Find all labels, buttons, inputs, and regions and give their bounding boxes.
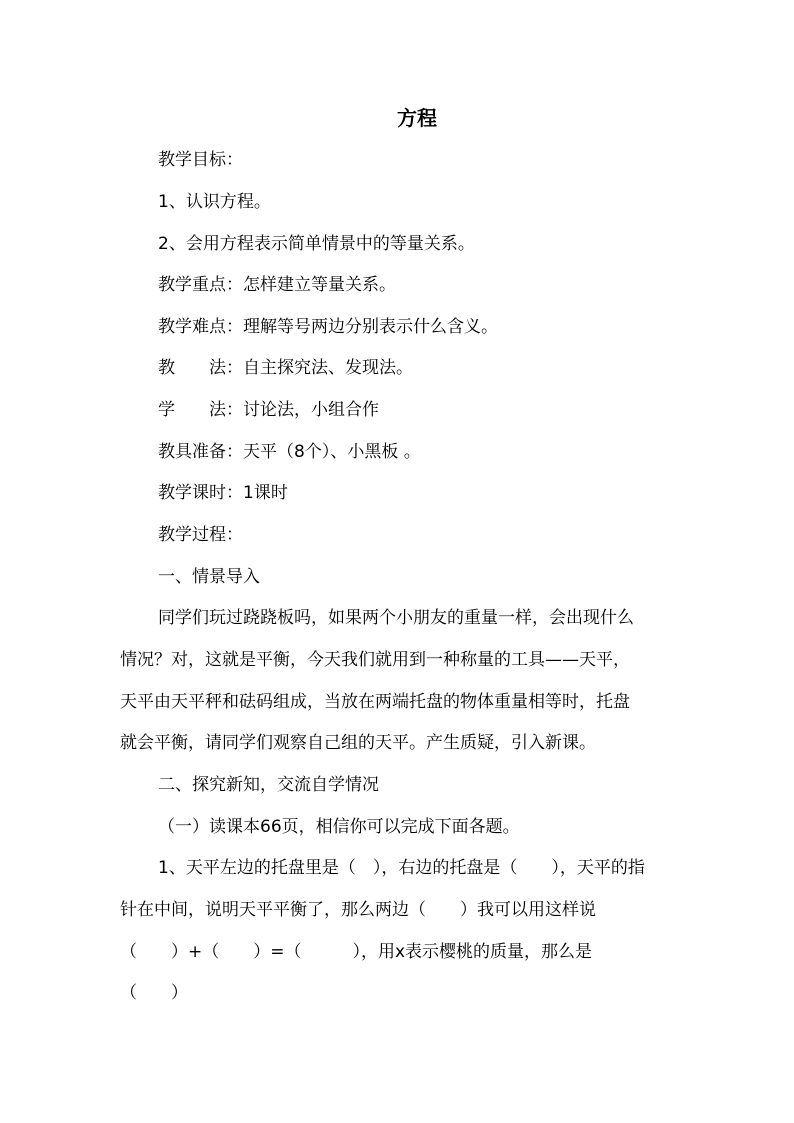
teaching-aids: 教具准备：天平（8个）、小黑板 。 <box>158 442 421 462</box>
paragraph-line-1: 同学们玩过跷跷板吗，如果两个小朋友的重量一样，会出现什么 <box>158 608 634 628</box>
paragraph-line-2: 情况？对，这就是平衡，今天我们就用到一种称量的工具——天平， <box>120 650 630 670</box>
section-2-heading: 二、探究新知，交流自学情况 <box>158 775 379 795</box>
section-1-heading: 一、情景导入 <box>158 567 260 587</box>
paragraph-line-3: 天平由天平秤和砝码组成，当放在两端托盘的物体重量相等时，托盘 <box>120 692 630 712</box>
difficult-point: 教学难点：理解等号两边分别表示什么含义。 <box>158 317 498 337</box>
key-point: 教学重点：怎样建立等量关系。 <box>158 275 396 295</box>
objectives-heading: 教学目标： <box>158 150 243 170</box>
teaching-method: 教 法：自主探究法、发现法。 <box>158 358 413 378</box>
objective-1: 1、认识方程。 <box>158 192 271 212</box>
question-line-1: 1、天平左边的托盘里是（ ），右边的托盘是（ ），天平的指 <box>158 858 645 878</box>
objective-2: 2、会用方程表示简单情景中的等量关系。 <box>158 234 475 254</box>
learning-method: 学 法：讨论法，小组合作 <box>158 400 379 420</box>
subsection-1-heading: （一）读课本66页，相信你可以完成下面各题。 <box>158 817 520 837</box>
class-hours: 教学课时：1课时 <box>158 483 288 503</box>
question-line-3: （ ）+（ ）=（ ），用x表示樱桃的质量，那么是 <box>120 942 593 962</box>
question-line-2: 针在中间，说明天平平衡了，那么两边（ ）我可以用这样说 <box>120 900 596 920</box>
paragraph-line-4: 就会平衡，请同学们观察自己组的天平。产生质疑，引入新课。 <box>120 733 596 753</box>
question-line-4: （ ） <box>120 983 188 1003</box>
process-heading: 教学过程： <box>158 525 243 545</box>
document-title: 方程 <box>397 106 437 130</box>
